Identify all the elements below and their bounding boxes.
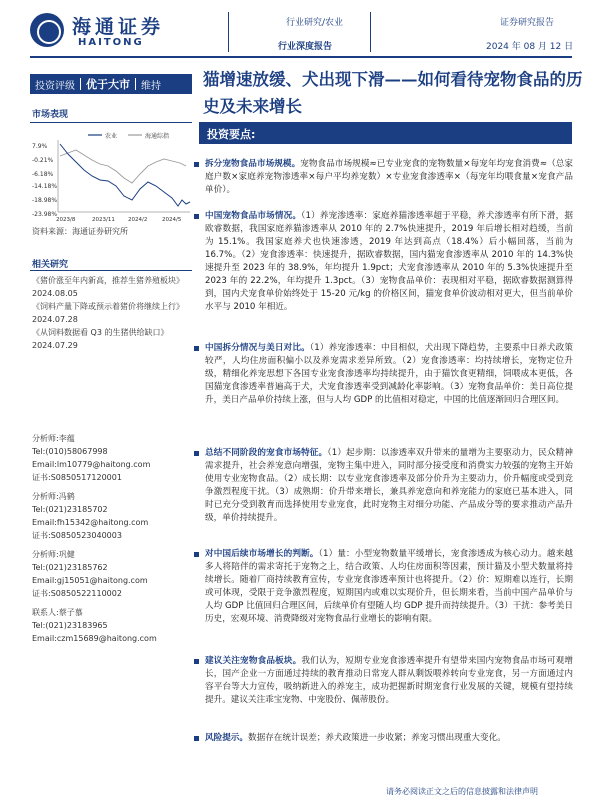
x-tick-label: 2024/5 (162, 217, 182, 223)
analyst-tel: Tel:(021)23185702 (32, 505, 108, 514)
x-tick-label: 2024/2 (128, 217, 148, 223)
analyst-email[interactable]: Email:gj15051@haitong.com (32, 576, 148, 585)
header-divider (370, 12, 371, 52)
logo-text: 海通证券 (72, 16, 165, 38)
related-item[interactable]: 《饲料产量下降或预示着猪价将继续上行》 (32, 302, 184, 311)
bullet-icon (194, 552, 199, 557)
analyst-name: 联系人:蔡子慕 (32, 608, 83, 617)
y-tick-label: -14.18% (32, 183, 58, 190)
related-heading: 相关研究 (32, 260, 69, 270)
rating-action: 维持 (141, 80, 161, 92)
rating-value: 优于大市 (86, 78, 130, 91)
header-right-title: 证券研究报告 (500, 18, 555, 28)
related-date: 2024.08.05 (32, 289, 78, 298)
y-tick-label: 7.9% (32, 143, 48, 150)
analyst-name: 分析师:冯鹤 (32, 492, 75, 501)
key-point-paragraph: 拆分宠物食品市场规模。宠物食品市场规模≈已专业宠食的宠物数量×每宠年均宠食消费≈（总家庭户数×家庭养宠物渗透率×每户平均养宠数）×专业宠食渗透率×（每宠年均喂食量×宠食产品单价）。 (205, 158, 573, 197)
logo-text-en: HAITONG (78, 37, 144, 48)
legend-label: 海通综指 (145, 133, 170, 140)
footer-disclaimer: 请务必阅读正文之后的信息披露和法律声明 (386, 787, 538, 796)
rating-label: 投资评级 (35, 80, 75, 92)
analyst-email[interactable]: Email:fh15342@haitong.com (32, 518, 149, 527)
key-point-paragraph: 风险提示。数据存在统计误差；养犬政策进一步收紧；养宠习惯出现重大变化。 (205, 732, 573, 745)
y-tick-label: -0.21% (32, 157, 54, 164)
related-item[interactable]: 《从饲料数据看 Q3 的生猪供给缺口》 (32, 328, 169, 337)
side-divider (30, 122, 192, 123)
key-point-paragraph: 总结不同阶段的宠食市场特征。（1）起步期：以渗透率双升带来的量增为主要驱动力，民众精神需求提升，社会养宠意向增强，宠物主集中进入，同时部分接受度和消费实力较强的宠物主开始使用专业宠物食品。（2）成长期：以专业宠食渗透率及部分价升为主要动力，价升幅度或受到竞争激烈程度干扰。（3）成熟期：价升带来增长，兼具养宠意向和养宠能力的家庭已基本进入，同时已充分受到教育而选择使用专业宠食，此时宠物主对细分功能、产品成分等的要求推动产品升级，单价持续提升。 (205, 447, 573, 525)
analyst-tel: Tel:(010)58067998 (32, 447, 108, 456)
series-line-agri (60, 144, 190, 206)
chart-source: 资料来源：海通证券研究所 (32, 227, 128, 236)
analyst-tel: Tel:(021)23183965 (32, 621, 108, 630)
bullet-icon (194, 162, 199, 167)
header-rule (30, 56, 572, 58)
header-divider (228, 12, 229, 52)
header-date: 2024 年 08 月 12 日 (486, 42, 574, 52)
header-category: 行业研究/农业 (286, 18, 344, 28)
analyst-name: 分析师:巩健 (32, 550, 75, 559)
y-tick-label: -23.98% (32, 211, 58, 218)
header-report-type: 行业深度报告 (278, 42, 333, 52)
key-point-paragraph: 中国拆分情况与美日对比。（1）养宠渗透率：中目相似，犬出现下降趋势，主要系中日养犬政策较严，人均住房面积偏小以及养宠需求差异所致。（2）宠食渗透率：均持续增长，宠物定位升级，精细化养宠思想下各国专业宠食渗透率均持续提升，由于猫饮食更精细，饲喂成本更低，各国猫宠食渗透率普遍高于犬，犬宠食渗透率受到减龄化率影响。（3）宠物食品单价：美日高位提升，美日产品单价持续上涨，但与人均 GDP 的比值相对稳定，中国的比值逐渐回归合理区间。 (205, 342, 573, 407)
analyst-email[interactable]: Email:lm10779@haitong.com (32, 460, 151, 469)
y-tick-label: -6.18% (32, 171, 54, 178)
key-point-paragraph: 对中国后续市场增长的判断。（1）量：小型宠物数量平缓增长，宠食渗透成为核心动力。越来越多人将陪伴的需求寄托于宠物之上，结合政策、人均住房面积等因素，预计猫及小型犬数量将持续增长。随着厂商持续教育宣传，专业宠食渗透率预计也将提升。（2）价：短期难以连行，长期或可体现，受限于竞争激烈程度，短期国内或难以实现价升，但长期来看，当前中国产品单价与人均 GDP 比值回归合理区间，后续单价有望随人均 GDP 提升而持续提升。（3）干扰：参考美日历史，宏观环境、消费降级对宠物食品行业增长的影响有限。 (205, 548, 573, 626)
bullet-icon (194, 214, 199, 219)
bullet-icon (194, 346, 199, 351)
series-line-index (60, 150, 186, 183)
analyst-tel: Tel:(021)23185762 (32, 563, 108, 572)
page-title: 猫增速放缓、犬出现下滑——如何看待宠物食品的历史及未来增长 (203, 70, 583, 116)
analyst-name: 分析师:李蕴 (32, 434, 75, 443)
related-item[interactable]: 《猪价涨至年内新高，推荐生猪养殖板块》 (32, 276, 184, 285)
y-tick-label: -18.98% (32, 197, 58, 204)
analyst-cert: 证书:S0850517120001 (32, 473, 122, 482)
logo-icon (30, 13, 64, 47)
key-point-paragraph: 中国宠物食品市场情况。（1）养宠渗透率：家庭养猫渗透率超于平稳，养犬渗透率有所下滑，据欧睿数据，我国家庭养猫渗透率从 2010 年的 2.7%快速提升，2019 年后增长相对趋缓，当前为 15.1%。我国家庭养犬也快速渗透，2019 年达到高点（18.4%）后小幅回落，当前为 16.7%。（2）宠食渗透率：快速提升，据欧睿数据，国内猫宠食渗透率从 2010 年的 14.3%快速提升至 2023 年的 38.9%，年均提升 1.9pct；犬宠食渗透率从 2010 年的 5.3%快速提升至 2023 年的 22.2%，年均提升 1.3pct。（3）宠物食品单价：表现相对平稳，据欧睿数据测算得到，国内犬宠食单价始终处于 15-20 元/kg 的价格区间，猫宠食单价波动相对更大，但当前单价水平与 2010 年相近。 (205, 210, 573, 314)
legend-label: 农业 (105, 133, 118, 140)
rating-box (30, 74, 192, 94)
analyst-cert: 证书:S0850523040003 (32, 531, 122, 540)
analyst-cert: 证书:S0850522110002 (32, 589, 122, 598)
analyst-block (32, 432, 192, 645)
side-divider (30, 270, 192, 271)
market-heading: 市场表现 (32, 110, 69, 120)
bullet-icon (194, 659, 199, 664)
key-point-paragraph: 建议关注宠物食品板块。我们认为，短期专业宠食渗透率提升有望带来国内宠物食品市场可观增长，国产企业一方面通过持续的教育推动日常宠人群从剩饭喂养转向专业宠食，另一方面通过内容平台等大力宣传，吸纳新进入的养宠主，成功把握新时期宠食行业发展的关键，规模有望持续提升。建议关注乖宝宠物、中宠股份、佩蒂股份。 (205, 655, 573, 707)
related-list (32, 274, 190, 352)
x-tick-label: 2023/11 (92, 217, 115, 223)
related-date: 2024.07.29 (32, 341, 78, 350)
related-date: 2024.07.28 (32, 315, 78, 324)
market-chart (30, 126, 192, 226)
key-points-heading: 投资要点: (199, 122, 572, 144)
bullet-icon (194, 736, 199, 741)
x-tick-label: 2023/8 (56, 217, 76, 223)
analyst-email[interactable]: Email:czm15689@haitong.com (32, 634, 157, 643)
bullet-icon (194, 451, 199, 456)
